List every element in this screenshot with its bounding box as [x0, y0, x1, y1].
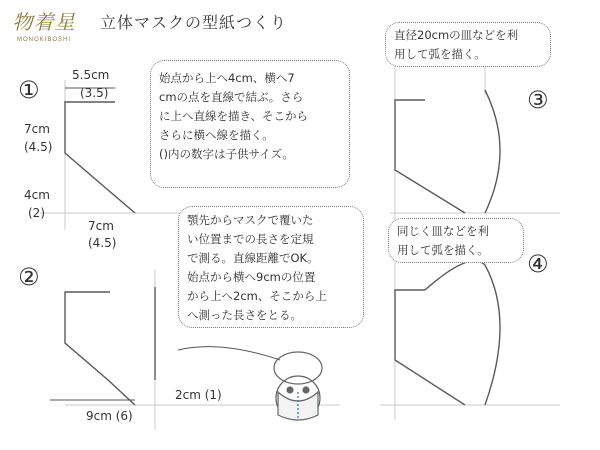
measurement-width-top-child: (3.5) — [80, 86, 109, 100]
measurement-bottom-width-child: (4.5) — [88, 236, 117, 250]
measurement-start-up-child: (2) — [28, 206, 45, 220]
step-number-1: ① — [18, 76, 40, 104]
page-title: 立体マスクの型紙つくり — [100, 13, 288, 32]
measurement-up-2cm: 2cm (1) — [175, 388, 222, 402]
brand-logo-en: MONOKIBOSHI — [16, 37, 71, 43]
measurement-9cm: 9cm (6) — [86, 409, 133, 423]
step3-note-line-2: 用して弧を描く。 — [394, 47, 486, 61]
step2-note-line-1: 顎先からマスクで覆いた — [187, 213, 314, 227]
step3-note-line-1: 直径20cmの皿などを利 — [394, 28, 519, 42]
mask-character-illustration — [274, 352, 322, 420]
step1-note-line-2: cmの点を直線で結ぶ。さら — [159, 90, 304, 104]
step1-note-line-3: に上へ直線を描き、そこから — [159, 109, 309, 123]
step4-note-line-1: 同じく皿などを利 — [397, 224, 489, 238]
step1-note-line-1: 始点から上へ4cm、横へ7 — [159, 71, 295, 85]
measurement-height-child: (4.5) — [24, 140, 53, 154]
step2-note-line-3: で測る。直線距離でOK。 — [187, 251, 319, 265]
step-number-3: ③ — [527, 86, 549, 114]
brand-logo-jp: 物着星 — [12, 10, 76, 34]
step4-instruction-bubble — [388, 218, 524, 263]
measurement-bottom-width: 7cm — [88, 219, 114, 233]
step2-note-line-4: 始点から横へ9cmの位置 — [187, 270, 316, 284]
step-number-4: ④ — [527, 250, 549, 278]
step2-instruction-bubble — [178, 206, 364, 328]
step2-note-line-2: い位置までの長さを定規 — [187, 232, 314, 246]
step1-note-line-4: さらに横へ線を描く。 — [159, 128, 274, 142]
measurement-height: 7cm — [24, 122, 50, 136]
step4-note-line-2: 用して弧を描く。 — [397, 243, 489, 257]
step3-instruction-bubble — [385, 22, 551, 67]
step1-instruction-bubble — [150, 60, 350, 188]
measurement-width-top: 5.5cm — [72, 68, 110, 82]
step2-note-line-5: から上へ2cm、そこから上 — [187, 289, 327, 303]
step1-note-line-5: ()内の数字は子供サイズ。 — [159, 147, 294, 161]
step2-note-line-6: へ測った長さをとる。 — [187, 308, 302, 322]
brand-logo — [8, 6, 80, 54]
step-number-2: ② — [18, 263, 40, 291]
measurement-start-up: 4cm — [24, 188, 50, 202]
